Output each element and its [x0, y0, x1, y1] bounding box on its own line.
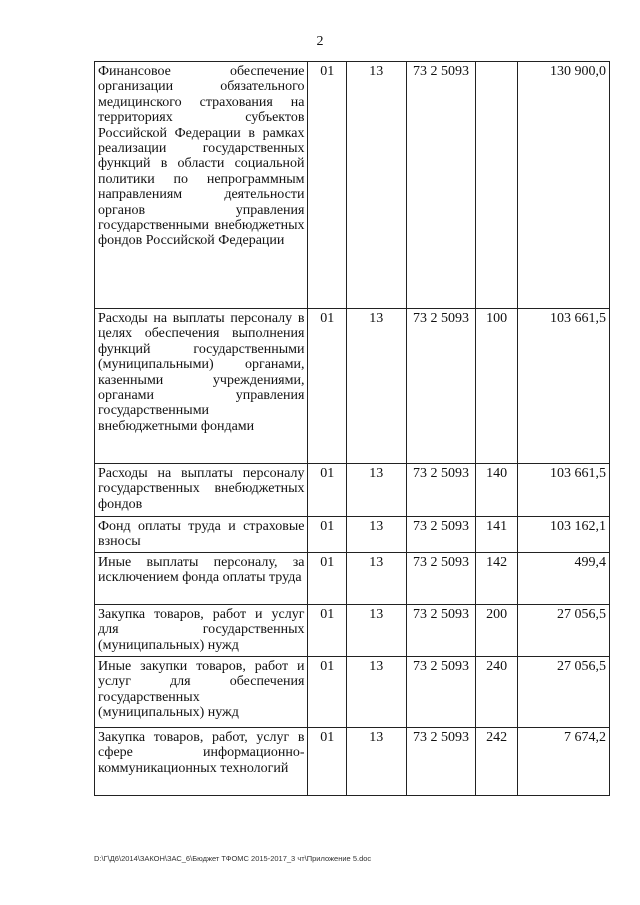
row-description: Расходы на выплаты персоналу государственных внебюджетных фондов [95, 464, 308, 517]
row-section-code: 01 [308, 552, 346, 604]
row-expense-type: 240 [476, 656, 517, 727]
row-amount: 27 056,5 [517, 656, 609, 727]
row-section-code: 01 [308, 727, 346, 795]
row-amount: 103 661,5 [517, 309, 609, 464]
row-description: Иные закупки товаров, работ и услуг для обеспечения государственных (муниципальных) нужд [95, 656, 308, 727]
row-section-code: 01 [308, 62, 346, 309]
row-amount: 7 674,2 [517, 727, 609, 795]
row-target-article: 73 2 5093 [406, 517, 476, 553]
row-subsection-code: 13 [346, 464, 406, 517]
row-target-article: 73 2 5093 [406, 552, 476, 604]
row-target-article: 73 2 5093 [406, 604, 476, 656]
row-expense-type: 242 [476, 727, 517, 795]
table-row [95, 464, 610, 517]
row-expense-type: 200 [476, 604, 517, 656]
row-target-article: 73 2 5093 [406, 727, 476, 795]
row-amount: 103 661,5 [517, 464, 609, 517]
row-amount: 499,4 [517, 552, 609, 604]
row-target-article: 73 2 5093 [406, 309, 476, 464]
row-section-code: 01 [308, 464, 346, 517]
row-amount: 103 162,1 [517, 517, 609, 553]
row-target-article: 73 2 5093 [406, 464, 476, 517]
row-expense-type: 140 [476, 464, 517, 517]
table-row [95, 62, 610, 309]
row-description: Расходы на выплаты персоналу в целях обеспечения выполнения функций государственными (муниципальными) органами, казенными учреждениями, органами управления государственными внебюджетными фондами [95, 309, 308, 464]
row-target-article: 73 2 5093 [406, 656, 476, 727]
row-section-code: 01 [308, 309, 346, 464]
row-description: Финансовое обеспечение организации обязательного медицинского страхования на территориях субъектов Российской Федерации в рамках реализации государственных функций в области социальной политики по непрограммным направлениям деятельности органов управления государственными внебюджетных фондов Российской Федерации [95, 62, 308, 309]
row-description: Закупка товаров, работ и услуг для государственных (муниципальных) нужд [95, 604, 308, 656]
row-subsection-code: 13 [346, 517, 406, 553]
page-number: 2 [316, 34, 324, 49]
row-expense-type: 100 [476, 309, 517, 464]
row-description: Иные выплаты персоналу, за исключением фонда оплаты труда [95, 552, 308, 604]
row-section-code: 01 [308, 656, 346, 727]
table-row [95, 517, 610, 553]
row-subsection-code: 13 [346, 309, 406, 464]
row-description: Фонд оплаты труда и страховые взносы [95, 517, 308, 553]
row-description: Закупка товаров, работ, услуг в сфере информационно-коммуникационных технологий [95, 727, 308, 795]
row-subsection-code: 13 [346, 552, 406, 604]
file-path-footer: D:\Г\Д6\2014\ЗАКОН\ЗАС_6\Бюджет ТФОМС 2015-2017_3 чт\Приложение 5.doc [94, 854, 372, 863]
table-row [95, 309, 610, 464]
row-subsection-code: 13 [346, 656, 406, 727]
table-row [95, 656, 610, 727]
table-row [95, 727, 610, 795]
table-row [95, 604, 610, 656]
row-expense-type [476, 62, 517, 309]
row-target-article: 73 2 5093 [406, 62, 476, 309]
row-section-code: 01 [308, 517, 346, 553]
row-subsection-code: 13 [346, 604, 406, 656]
row-amount: 27 056,5 [517, 604, 609, 656]
row-section-code: 01 [308, 604, 346, 656]
row-expense-type: 142 [476, 552, 517, 604]
row-expense-type: 141 [476, 517, 517, 553]
row-subsection-code: 13 [346, 62, 406, 309]
row-amount: 130 900,0 [517, 62, 609, 309]
budget-table [94, 61, 610, 796]
row-subsection-code: 13 [346, 727, 406, 795]
table-row [95, 552, 610, 604]
